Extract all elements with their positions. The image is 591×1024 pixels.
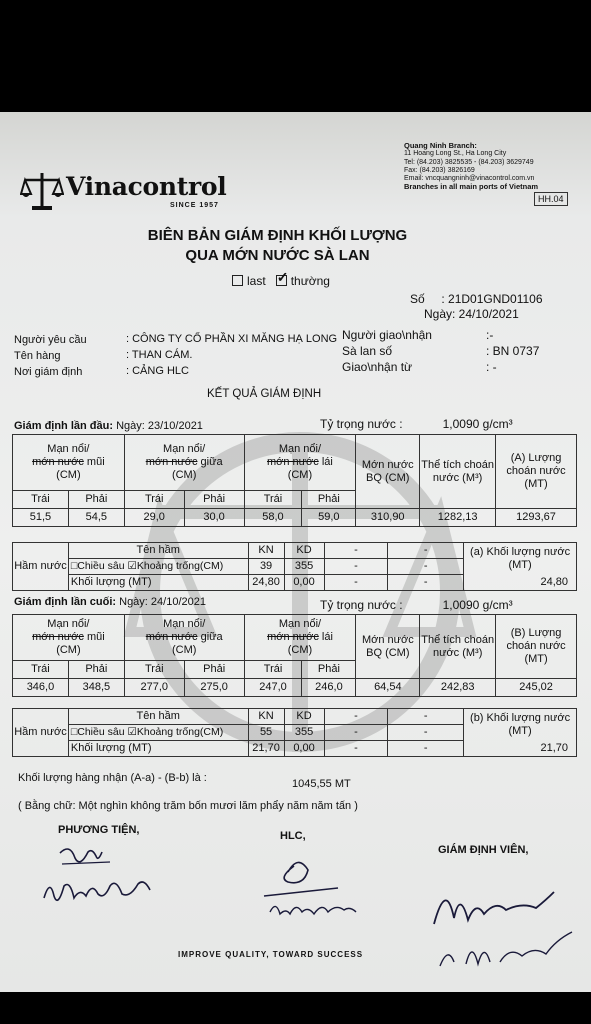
last-aft-right: 246,0 <box>302 679 356 697</box>
requester-label: Người yêu cầu <box>14 334 87 346</box>
inspector-signature-image <box>426 870 576 980</box>
depth-row-label: □Chiều sâu ☑Khoảng trống(CM) <box>68 725 248 741</box>
vinacontrol-logo <box>20 170 240 210</box>
dash-cell: - <box>324 741 388 757</box>
doc-date: Ngày: 24/10/2021 <box>424 307 519 321</box>
aft-draft-header: Mạn nổi/ mớn nước lái (CM) <box>244 615 356 661</box>
first-mid-right: 30,0 <box>184 509 244 527</box>
dash-cell: - <box>324 725 388 741</box>
footer-slogan: IMPROVE QUALITY, TOWARD SUCCESS <box>178 950 364 959</box>
aft-right-header: Phải <box>302 661 356 679</box>
avg-draft-header: Mớn nước BQ (CM) <box>356 435 420 509</box>
first-mass-a: 1293,67 <box>496 509 577 527</box>
first-aft-right: 59,0 <box>302 509 356 527</box>
hold-label: Hầm nước <box>13 543 69 591</box>
branch-street: 11 Hoang Long St., Ha Long City <box>404 150 507 158</box>
deliver-value: :- <box>486 328 494 342</box>
goods-label: Tên hàng <box>14 350 61 362</box>
scale-logo-icon <box>20 170 64 212</box>
branch-address <box>404 142 584 192</box>
result-title: KẾT QUẢ GIÁM ĐỊNH <box>207 388 322 400</box>
first-mass-kd: 0,00 <box>284 575 324 591</box>
aft-draft-header: Mạn nổi/ mớn nước lái (CM) <box>244 435 356 491</box>
goods-value: : THAN CÁM. <box>126 349 193 361</box>
from-value: : - <box>486 360 497 374</box>
avg-draft-header: Mớn nước BQ (CM) <box>356 615 420 679</box>
last-density: Tỷ trọng nước : 1,0090 g/cm³ <box>320 598 513 612</box>
deliver-label: Người giao\nhận <box>342 328 432 342</box>
brand-since: SINCE 1957 <box>170 202 219 209</box>
mid-right-header: Phải <box>184 661 244 679</box>
kd-header: KD <box>284 543 324 559</box>
brand-name: Vinacontrol <box>66 172 227 201</box>
hlc-signature-label: HLC, <box>280 830 306 842</box>
last-mid-right: 275,0 <box>184 679 244 697</box>
barge-label: Sà lan số <box>342 344 393 358</box>
dash-cell: - <box>324 559 388 575</box>
first-fore-left: 51,5 <box>13 509 69 527</box>
last-inspection-heading: Giám định lần cuối: Ngày: 24/10/2021 <box>14 596 206 608</box>
first-aft-left: 58,0 <box>244 509 302 527</box>
mid-draft-header: Mạn nổi/ mớn nước giữa (CM) <box>124 435 244 491</box>
kd-header: KD <box>284 709 324 725</box>
last-checkbox <box>232 275 243 286</box>
last-fore-right: 348,5 <box>68 679 124 697</box>
vehicle-signature-label: PHƯƠNG TIỆN, <box>58 824 140 836</box>
hold-label: Hầm nước <box>13 709 69 757</box>
aft-left-header: Trái <box>244 661 302 679</box>
first-avg-draft: 310,90 <box>356 509 420 527</box>
mass-b-header: (B) Lượng choán nước (MT) <box>496 615 577 679</box>
amount-in-words: ( Bằng chữ: Một nghìn không trăm bốn mươi lăm phẩy năm năm tấn ) <box>18 800 358 812</box>
vehicle-signature-image <box>40 838 170 918</box>
hold-name-header: Tên hầm <box>68 543 248 559</box>
mass-row-label: Khối lượng (MT) <box>68 741 248 757</box>
mid-left-header: Trái <box>124 491 184 509</box>
last-depth-kd: 355 <box>284 725 324 741</box>
requester-value: : CÔNG TY CỔ PHẦN XI MĂNG HẠ LONG <box>126 333 338 345</box>
report-kind <box>232 274 330 288</box>
document-title: BIÊN BẢN GIÁM ĐỊNH KHỐI LƯỢNG <box>147 227 408 244</box>
place-value: : CẢNG HLC <box>126 365 189 377</box>
aft-right-header: Phải <box>302 491 356 509</box>
document-subtitle: QUA MỚN NƯỚC SÀ LAN <box>185 247 370 264</box>
dash-cell: - <box>388 725 464 741</box>
received-value: 1045,55 MT <box>292 778 351 790</box>
last-mass-kn: 21,70 <box>248 741 284 757</box>
hlc-signature-image <box>258 852 368 932</box>
volume-header: Thể tích choán nước (M³) <box>420 435 496 509</box>
last-label: last <box>247 274 266 288</box>
depth-row-label: □Chiều sâu ☑Khoảng trống(CM) <box>68 559 248 575</box>
water-a-label: (a) Khối lượng nước (MT) <box>464 543 577 575</box>
first-volume: 1282,13 <box>420 509 496 527</box>
fore-right-header: Phải <box>68 491 124 509</box>
form-code: HH.04 <box>534 192 568 206</box>
kn-header: KN <box>248 709 284 725</box>
mass-a-header: (A) Lượng choán nước (MT) <box>496 435 577 509</box>
fore-left-header: Trái <box>13 491 69 509</box>
normal-checkbox <box>276 275 287 286</box>
last-volume: 242,83 <box>420 679 496 697</box>
place-label: Nơi giám định <box>14 366 83 378</box>
last-draft-table <box>12 614 577 697</box>
water-b-label: (b) Khối lượng nước (MT) <box>464 709 577 741</box>
fore-draft-header: Mạn nổi/ mớn nước mũi (CM) <box>13 615 125 661</box>
branch-ports: Branches in all main ports of Vietnam <box>404 182 539 192</box>
branch-tel: Tel: (84.203) 3825535 - (84.203) 3629749 <box>404 158 534 166</box>
fore-left-header: Trái <box>13 661 69 679</box>
water-b-value: 21,70 <box>464 741 577 757</box>
mass-row-label: Khối lượng (MT) <box>68 575 248 591</box>
volume-header: Thể tích choán nước (M³) <box>420 615 496 679</box>
first-density: Tỷ trọng nước : 1,0090 g/cm³ <box>320 417 513 431</box>
dash-cell: - <box>388 575 464 591</box>
dash-cell: - <box>324 709 388 725</box>
last-mass-kd: 0,00 <box>284 741 324 757</box>
first-draft-table <box>12 434 577 527</box>
last-fore-left: 346,0 <box>13 679 69 697</box>
first-fore-right: 54,5 <box>68 509 124 527</box>
dash-cell: - <box>388 559 464 575</box>
branch-email: Email: vncquangninh@vinacontrol.com.vn <box>404 175 535 183</box>
last-aft-left: 247,0 <box>244 679 302 697</box>
dash-cell: - <box>388 709 464 725</box>
normal-label: thường <box>290 274 330 288</box>
last-water-table <box>12 708 577 757</box>
last-depth-kn: 55 <box>248 725 284 741</box>
first-inspection-heading: Giám định lần đầu: Ngày: 23/10/2021 <box>14 420 203 432</box>
first-depth-kd: 355 <box>284 559 324 575</box>
aft-left-header: Trái <box>244 491 302 509</box>
hold-name-header: Tên hầm <box>68 709 248 725</box>
fore-right-header: Phải <box>68 661 124 679</box>
last-avg-draft: 64,54 <box>356 679 420 697</box>
water-a-value: 24,80 <box>464 575 577 591</box>
received-label: Khối lượng hàng nhận (A-a) - (B-b) là : <box>18 772 207 784</box>
first-depth-kn: 39 <box>248 559 284 575</box>
inspector-signature-label: GIÁM ĐỊNH VIÊN, <box>438 844 529 856</box>
dash-cell: - <box>388 543 464 559</box>
mid-right-header: Phải <box>184 491 244 509</box>
document-page <box>0 112 591 992</box>
last-mass-b: 245,02 <box>496 679 577 697</box>
dash-cell: - <box>388 741 464 757</box>
dash-cell: - <box>324 575 388 591</box>
mid-draft-header: Mạn nổi/ mớn nước giữa (CM) <box>124 615 244 661</box>
from-label: Giao\nhận từ <box>342 360 413 374</box>
dash-cell: - <box>324 543 388 559</box>
mid-left-header: Trái <box>124 661 184 679</box>
branch-title: Quang Ninh Branch: <box>404 141 477 150</box>
last-mid-left: 277,0 <box>124 679 184 697</box>
kn-header: KN <box>248 543 284 559</box>
first-water-table <box>12 542 577 591</box>
barge-value: : BN 0737 <box>486 344 540 358</box>
first-mass-kn: 24,80 <box>248 575 284 591</box>
fore-draft-header: Mạn nổi/ mớn nước mũi (CM) <box>13 435 125 491</box>
branch-fax: Fax: (84.203) 3826169 <box>404 166 475 174</box>
first-mid-left: 29,0 <box>124 509 184 527</box>
doc-number: Số : 21D01GND01106 <box>410 292 543 306</box>
